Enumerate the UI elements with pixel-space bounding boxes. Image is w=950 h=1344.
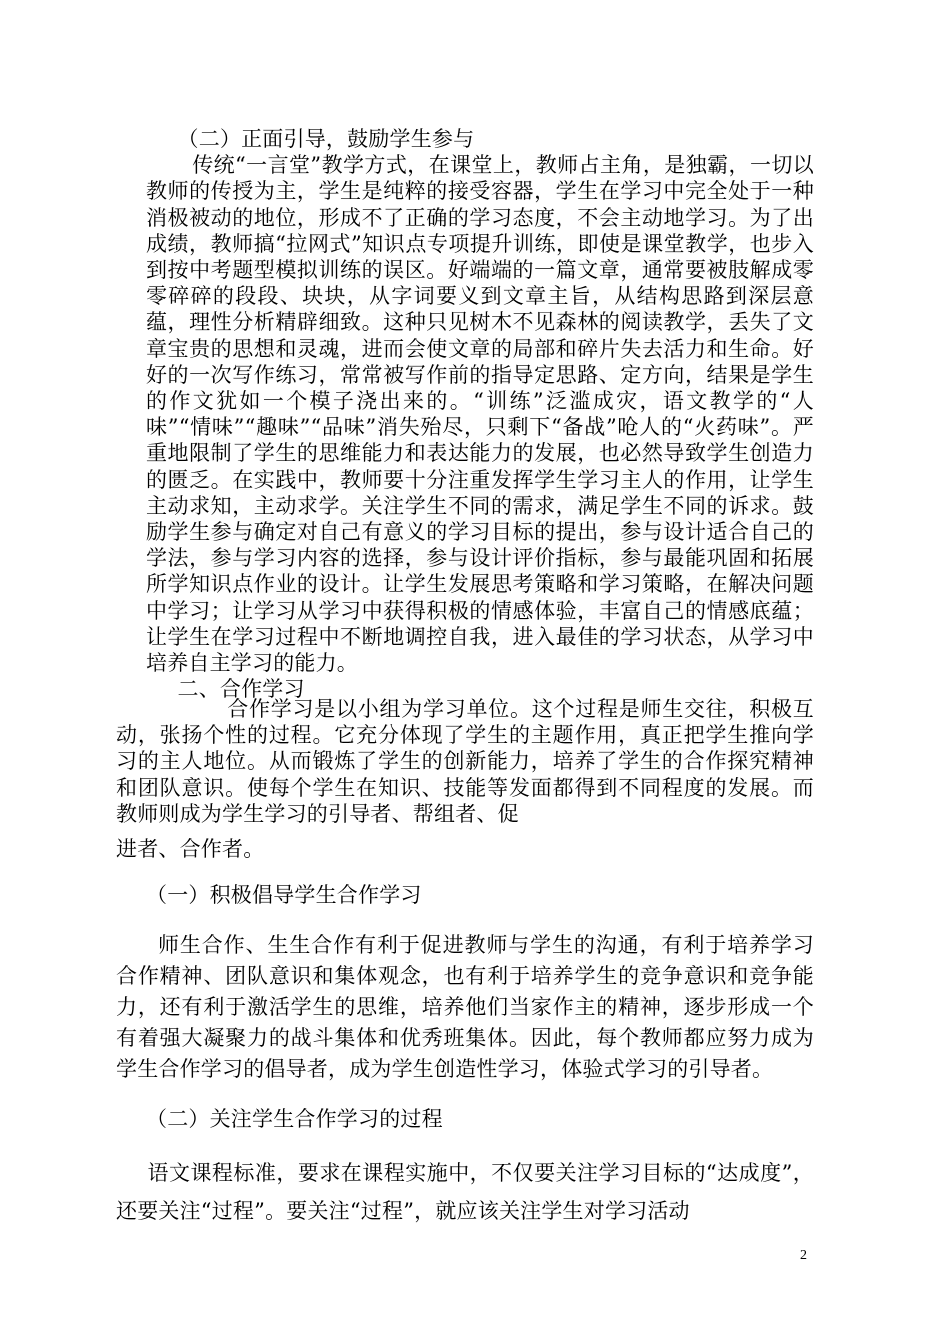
section-3-1-paragraph: 师生合作、生生合作有利于促进教师与学生的沟通，有利于培养学习合作精神、团队意识和集体观念，也有利于培养学生的竞争意识和竞争能力，还有利于激活学生的思维，培养他们当家作主的精神，逐步形成一个有着强大凝聚力的战斗集体和优秀班集体。因此，每个教师都应努力成为学生合作学习的倡导者，成为学生创造性学习，体验式学习的引导者。 bbox=[116, 933, 814, 1081]
section-2-2-heading: （二）正面引导，鼓励学生参与 bbox=[177, 127, 475, 151]
section-3-2-heading: （二）关注学生合作学习的过程 bbox=[146, 1107, 443, 1131]
section-3-paragraph: 合作学习是以小组为学习单位。这个过程是师生交往，积极互动，张扬个性的过程。它充分体现了学生的主题作用，真正把学生推向学习的主人地位。从而锻炼了学生的创新能力，培养了学生的合作探究精神和团队意识。使每个学生在知识、技能等发面都得到不同程度的发展。而教师则成为学生学习的引导者、帮组者、促 bbox=[116, 697, 814, 826]
section-3-1-heading-block bbox=[116, 882, 814, 908]
section-3-heading: 二、合作学习 bbox=[177, 677, 305, 702]
section-2-2 bbox=[146, 126, 814, 702]
section-3-2-paragraph: 语文课程标准，要求在课程实施中，不仅要关注学习目标的“达成度”，还要关注“过程”。要关注“过程”，就应该关注学生对学习活动 bbox=[116, 1161, 814, 1223]
section-3-1-body bbox=[116, 930, 814, 1085]
section-3-body-end bbox=[116, 836, 814, 862]
section-3-paragraph-end: 进者、合作者。 bbox=[116, 837, 265, 861]
section-3-2-body bbox=[116, 1154, 814, 1230]
page-number: 2 bbox=[800, 1248, 807, 1263]
section-3-body bbox=[116, 696, 814, 827]
section-2-2-paragraph: 传统“一言堂”教学方式，在课堂上，教师占主角，是独霸，一切以教师的传授为主，学生是纯粹的接受容器，学生在学习中完全处于一种消极被动的地位，形成不了正确的学习态度，不会主动地学习。为了出成绩，教师搞“拉网式”知识点专项提升训练，即使是课堂教学，也步入到按中考题型模拟训练的误区。好端端的一篇文章，通常要被肢解成零零碎碎的段段、块块，从字词要义到文章主旨，从结构思路到深层意蕴，理性分析精辟细致。这种只见树木不见森林的阅读教学，丢失了文章宝贵的思想和灵魂，进而会使文章的局部和碎片失去活力和生命。好好的一次写作练习，常常被写作前的指导定思路、定方向，结果是学生的作文犹如一个模子浇出来的。“训练”泛滥成灾，语文教学的“人味”“情味”“趣味”“品味”消失殆尽，只剩下“备战”呛人的“火药味”。严重地限制了学生的思维能力和表达能力的发展，也必然导致学生创造力的匮乏。在实践中，教师要十分注重发挥学生学习主人的作用，让学生主动求知，主动求学。关注学生不同的需求，满足学生不同的诉求。鼓励学生参与确定对自己有意义的学习目标的提出，参与设计适合自己的学法，参与学习内容的选择，参与设计评价指标，参与最能巩固和拓展所学知识点作业的设计。让学生发展思考策略和学习策略，在解决问题中学习；让学习从学习中获得积极的情感体验，丰富自己的情感底蕴；让学生在学习过程中不断地调控自我，进入最佳的学习状态，从学习中培养自主学习的能力。 bbox=[146, 153, 814, 676]
section-3-2-heading-block bbox=[116, 1106, 814, 1132]
section-3-1-heading: （一）积极倡导学生合作学习 bbox=[146, 883, 422, 907]
